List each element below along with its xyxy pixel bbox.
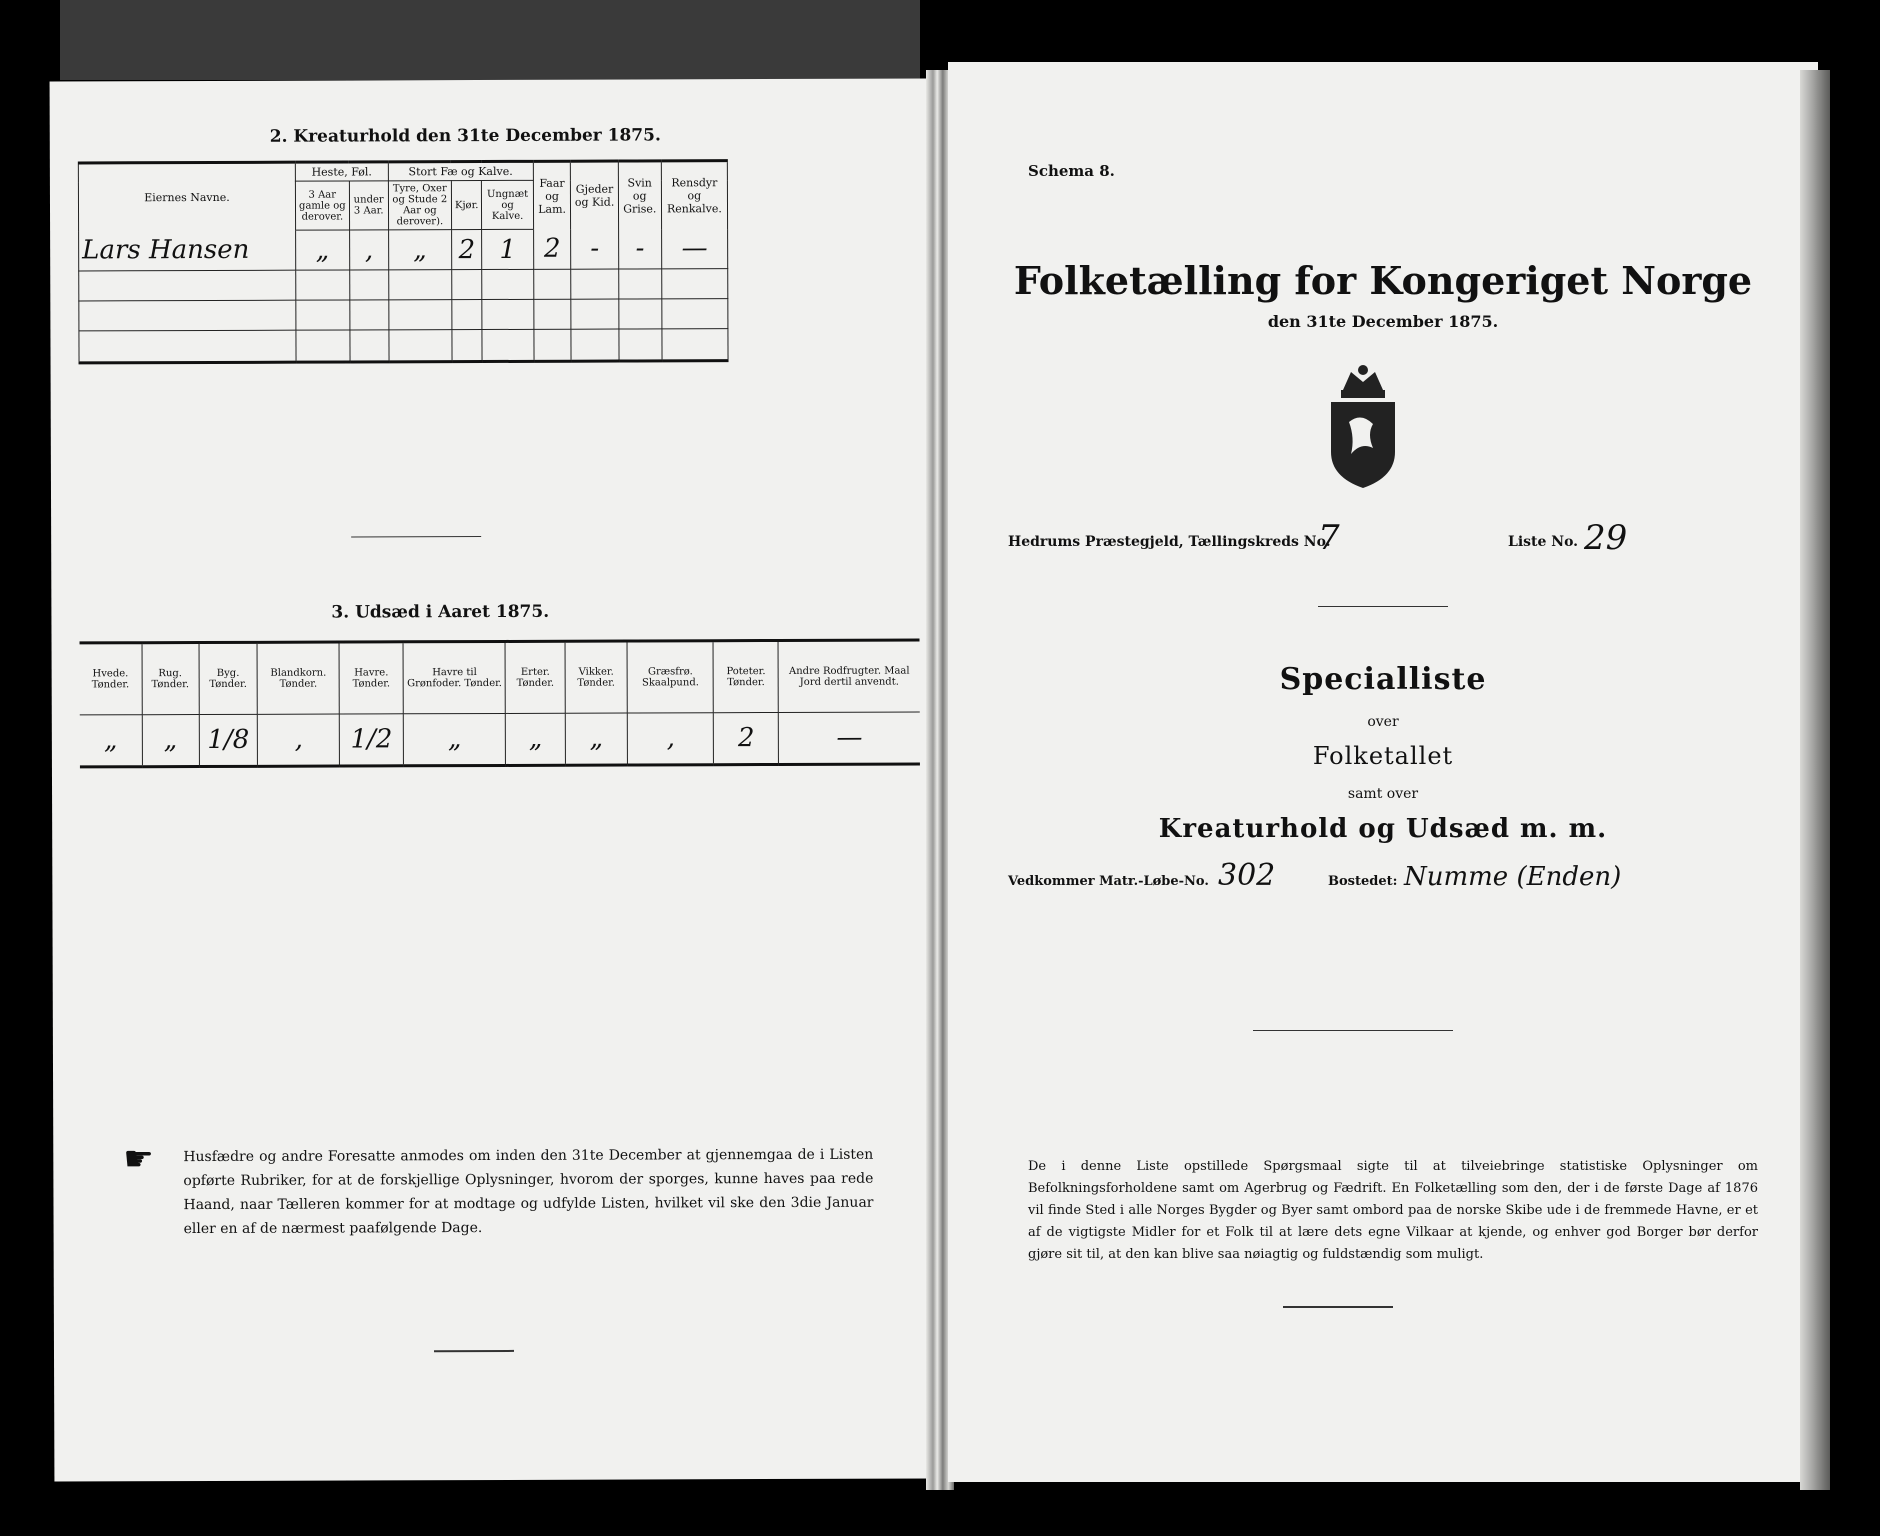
cell-horses-young: ‚ [349, 230, 388, 270]
cell-rodfrugter: — [779, 712, 920, 764]
cell-rug: „ [142, 715, 199, 767]
header-havre-gronfoder: Havre til Grønfoder. Tønder. [403, 641, 505, 713]
divider [1283, 1306, 1393, 1308]
left-page [50, 78, 933, 1481]
sowing-table [80, 639, 920, 769]
right-page [948, 62, 1818, 1482]
header-blandkorn: Blandkorn. Tønder. [257, 642, 339, 714]
schema-label: Schema 8. [1028, 162, 1115, 180]
cattle-young-header: Ungnæt og Kalve. [482, 180, 534, 229]
scan-background [60, 0, 920, 80]
cell-pigs: - [618, 229, 661, 269]
divider [1318, 606, 1448, 607]
prestegjeld-label: Hedrums Præstegjeld, Tællingskreds No. [1008, 534, 1331, 550]
bosted-value: Numme (Enden) [1404, 862, 1622, 892]
cell-havre: 1/2 [339, 714, 403, 766]
cattle-bulls-header: Tyre, Oxer og Stude 2 Aar og derover). [388, 181, 451, 230]
sheep-header: Faar og Lam. [533, 161, 571, 229]
cell-reindeer: — [661, 229, 727, 269]
divider [1253, 1030, 1453, 1031]
over-text: over [1367, 714, 1399, 730]
reindeer-header: Rensdyr og Renkalve. [661, 161, 727, 229]
header-rodfrugter: Andre Rodfrugter. Maal Jord dertil anvendt. [778, 640, 919, 712]
horses-young-header: under 3 Aar. [349, 181, 388, 230]
cell-vikker: „ [565, 713, 627, 765]
footer-text: De i denne Liste opstillede Spørgsmaal sigte til at tilveiebringe statistiske Oplysninger om Befolkningsforholdene samt om Agerbrug og Fædrift. En Folketælling som den, der i de første Dage af 1876 vil finde Sted i alle Norges Bygder og Byer samt ombord paa de norske Skibe ude i de fremmede Havne, er et af de vigtigste Midler for et Folk til at lære dets egne Vilkaar at kjende, og enhver god Borger bør derfor gjøre sit til, at den kan blive saa nøiagtig og fuldstændig som muligt. [1028, 1159, 1758, 1262]
pigs-header: Svin og Grise. [618, 161, 661, 229]
matr-no: 302 [1218, 858, 1276, 893]
owner-header: Eiernes Navne. [78, 162, 295, 231]
cell-cattle-young: 1 [482, 229, 533, 269]
goats-header: Gjeder og Kid. [571, 161, 619, 229]
samt-over-text: samt over [1347, 786, 1419, 802]
table-row [79, 299, 728, 331]
table-row [80, 712, 920, 767]
cell-poteter: 2 [714, 712, 779, 764]
cell-hvede: „ [80, 715, 142, 767]
cell-erter: „ [506, 713, 566, 765]
header-havre: Havre. Tønder. [339, 642, 403, 714]
matr-label: Vedkommer Matr.-Løbe-No. [1008, 874, 1209, 889]
owner-name: Lars Hansen [79, 230, 296, 271]
cell-byg: 1/8 [199, 714, 258, 766]
heading-specialliste: Specialliste [1279, 662, 1487, 697]
coat-of-arms-icon [1321, 362, 1405, 496]
tellingskreds-no: 7 [1318, 518, 1340, 558]
cell-goats: - [571, 229, 618, 269]
pointing-hand-icon: ☛ [123, 1139, 154, 1180]
notice-text: Husfædre og andre Foresatte anmodes om inden den 31te December at gjennemgaa de i Listen opførte Rubriker, for at de forskjellige Oplysninger, hvorom der sporges, kunne haves paa rede Haand, naar Tælleren kommer for at modtage og udfylde Listen, hvilket vil ske den 3die Januar eller en af de nærmest paafølgende Dage. [183, 1146, 874, 1238]
cell-havre-gronfoder: „ [404, 713, 506, 765]
cattle-header: Stort Fæ og Kalve. [388, 161, 533, 181]
heading-folketallet: Folketallet [1312, 742, 1454, 770]
table-row [79, 329, 728, 363]
main-title: Folketælling for Kongeriget Norge [1013, 258, 1753, 303]
section2-title: 2. Kreaturhold den 31te December 1875. [269, 125, 661, 147]
livestock-table [78, 159, 729, 364]
page-edge [1800, 70, 1830, 1490]
liste-no: 29 [1584, 518, 1628, 558]
cell-blandkorn: ‚ [258, 714, 340, 766]
cell-horses-old: „ [296, 230, 350, 270]
census-date: den 31te December 1875. [1267, 312, 1499, 331]
table-row [79, 269, 728, 301]
bosted-label: Bostedet: [1328, 874, 1398, 889]
cell-cattle-bulls: „ [388, 230, 451, 270]
header-poteter: Poteter. Tønder. [713, 640, 778, 712]
liste-label: Liste No. [1508, 534, 1579, 550]
horses-old-header: 3 Aar gamle og derover. [295, 181, 349, 230]
header-rug: Rug. Tønder. [142, 643, 199, 715]
divider [351, 536, 481, 537]
horses-header: Heste, Føl. [295, 162, 388, 181]
header-hvede: Hvede. Tønder. [80, 643, 142, 715]
header-erter: Erter. Tønder. [506, 641, 566, 713]
table-row [79, 229, 728, 271]
cell-sheep: 2 [533, 229, 571, 269]
header-graesfro: Græsfrø. Skaalpund. [627, 641, 713, 713]
section3-title: 3. Udsæd i Aaret 1875. [331, 601, 550, 623]
divider [434, 1350, 514, 1352]
heading-kreaturhold: Kreaturhold og Udsæd m. m. [1158, 814, 1608, 844]
header-byg: Byg. Tønder. [199, 642, 258, 714]
cell-graesfro: ‚ [627, 713, 713, 765]
header-vikker: Vikker. Tønder. [565, 641, 628, 713]
cattle-cows-header: Kjør. [451, 181, 482, 230]
cell-cattle-cows: 2 [452, 230, 483, 270]
